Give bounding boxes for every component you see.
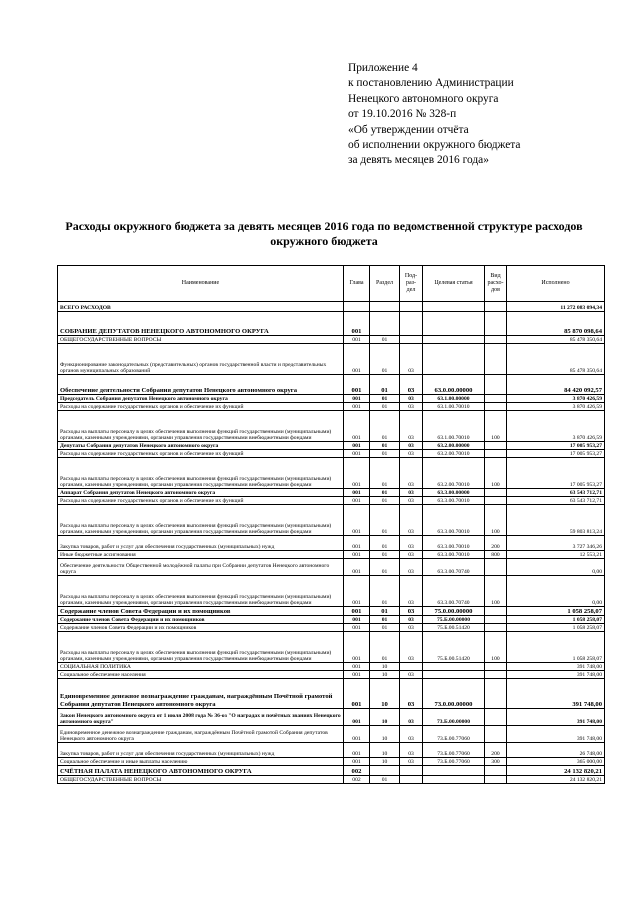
cell-glava: 001 <box>344 551 370 559</box>
table-row <box>58 344 605 375</box>
table-row <box>58 743 605 758</box>
cell-ispolneno: 17 005 953,27 <box>507 458 605 489</box>
cell-glava: 002 <box>344 766 370 776</box>
cell-name: Расходы на содержание государственных органов и обеспечение их функций <box>58 403 344 411</box>
cell-name: СОБРАНИЕ ДЕПУТАТОВ НЕНЕЦКОГО АВТОНОМНОГО ОКРУГА <box>58 312 344 336</box>
cell-podrazdel: 03 <box>400 726 423 743</box>
cell-glava: 001 <box>344 344 370 375</box>
table-row <box>58 776 605 784</box>
cell-name: ОБЩЕГОСУДАРСТВЕННЫЕ ВОПРОСЫ <box>58 336 344 344</box>
cell-statya: 63.2.00.70010 <box>423 450 485 458</box>
cell-podrazdel: 03 <box>400 344 423 375</box>
cell-ispolneno: 1 058 258,07 <box>507 624 605 632</box>
table-row <box>58 505 605 536</box>
cell-ispolneno: 391 748,00 <box>507 709 605 726</box>
cell-ispolneno: 85 478 350,64 <box>507 344 605 375</box>
cell-statya <box>423 312 485 336</box>
cell-vid <box>485 671 507 679</box>
cell-statya: 73.Б.00.77060 <box>423 758 485 766</box>
cell-podrazdel: 03 <box>400 632 423 663</box>
cell-podrazdel <box>400 336 423 344</box>
cell-razdel: 10 <box>370 758 400 766</box>
cell-name: ВСЕГО РАСХОДОВ <box>58 302 344 312</box>
cell-statya: 63.3.00.70010 <box>423 536 485 551</box>
cell-statya <box>423 671 485 679</box>
cell-statya <box>423 336 485 344</box>
cell-vid <box>485 312 507 336</box>
table-row <box>58 709 605 726</box>
table-row <box>58 616 605 624</box>
cell-vid <box>485 616 507 624</box>
cell-ispolneno: 3 870 426,59 <box>507 395 605 403</box>
table-row <box>58 576 605 607</box>
cell-ispolneno: 24 132 820,21 <box>507 776 605 784</box>
cell-vid <box>485 766 507 776</box>
table-row <box>58 536 605 551</box>
table-row <box>58 336 605 344</box>
cell-glava: 001 <box>344 616 370 624</box>
cell-statya: 63.3.00.70010 <box>423 497 485 505</box>
cell-vid: 200 <box>485 743 507 758</box>
table-row <box>58 375 605 395</box>
cell-statya: 63.1.00.70010 <box>423 403 485 411</box>
cell-vid <box>485 709 507 726</box>
appendix-line: от 19.10.2016 № 328-п <box>348 108 457 121</box>
header-vid: Вид расхо-дов <box>485 266 507 302</box>
cell-vid: 800 <box>485 551 507 559</box>
cell-name: СЧЁТНАЯ ПАЛАТА НЕНЕЦКОГО АВТОНОМНОГО ОКРУГА <box>58 766 344 776</box>
appendix-line: Ненецкого автономного округа <box>348 92 499 105</box>
cell-podrazdel: 03 <box>400 536 423 551</box>
appendix-line: об исполнении окружного бюджета <box>348 139 521 152</box>
cell-ispolneno: 3 870 426,59 <box>507 403 605 411</box>
cell-vid <box>485 726 507 743</box>
cell-glava: 001 <box>344 709 370 726</box>
cell-podrazdel: 03 <box>400 458 423 489</box>
cell-razdel: 01 <box>370 624 400 632</box>
header-statya: Целевая статья <box>423 266 485 302</box>
cell-glava: 001 <box>344 726 370 743</box>
table-row <box>58 663 605 671</box>
cell-podrazdel: 03 <box>400 709 423 726</box>
cell-razdel <box>370 312 400 336</box>
cell-razdel: 10 <box>370 663 400 671</box>
cell-vid <box>485 559 507 576</box>
cell-name: Социальное обеспечение населения <box>58 671 344 679</box>
cell-podrazdel: 03 <box>400 505 423 536</box>
cell-name: Закупка товаров, работ и услуг для обеспечения государственных (муниципальных) нужд <box>58 743 344 758</box>
cell-glava <box>344 302 370 312</box>
cell-razdel: 01 <box>370 403 400 411</box>
cell-statya: 73.0.00.00000 <box>423 679 485 709</box>
table-row <box>58 758 605 766</box>
cell-name: СОЦИАЛЬНАЯ ПОЛИТИКА <box>58 663 344 671</box>
cell-name: Закупка товаров, работ и услуг для обеспечения государственных (муниципальных) нужд <box>58 536 344 551</box>
cell-podrazdel: 03 <box>400 375 423 395</box>
table-row <box>58 671 605 679</box>
cell-ispolneno: 84 420 092,57 <box>507 375 605 395</box>
cell-podrazdel: 03 <box>400 607 423 616</box>
expenditure-table <box>57 265 605 784</box>
cell-razdel: 01 <box>370 336 400 344</box>
cell-vid <box>485 375 507 395</box>
table-row <box>58 450 605 458</box>
cell-name: Закон Ненецкого автономного округа от 1 июля 2008 года № 36-оз "О наградах и почётных званиях Ненецкого автономного округа" <box>58 709 344 726</box>
cell-razdel <box>370 302 400 312</box>
cell-ispolneno: 11 272 083 094,34 <box>507 302 605 312</box>
cell-razdel: 01 <box>370 497 400 505</box>
appendix-line: «Об утверждении отчёта <box>348 123 469 136</box>
cell-razdel: 01 <box>370 458 400 489</box>
cell-razdel: 01 <box>370 607 400 616</box>
table-row <box>58 312 605 336</box>
cell-statya: 63.3.00.70010 <box>423 505 485 536</box>
cell-statya: 75.Б.00.00000 <box>423 616 485 624</box>
cell-glava: 001 <box>344 743 370 758</box>
cell-razdel: 01 <box>370 411 400 442</box>
cell-statya: 73.Б.00.77060 <box>423 726 485 743</box>
cell-name: Социальное обеспечение и иные выплаты населению <box>58 758 344 766</box>
cell-ispolneno: 391 748,00 <box>507 679 605 709</box>
cell-glava: 001 <box>344 497 370 505</box>
cell-glava: 001 <box>344 624 370 632</box>
cell-vid <box>485 395 507 403</box>
cell-vid <box>485 344 507 375</box>
appendix-block <box>348 61 628 169</box>
cell-glava: 001 <box>344 489 370 497</box>
cell-ispolneno: 3 870 426,59 <box>507 411 605 442</box>
table-row <box>58 632 605 663</box>
cell-name: ОБЩЕГОСУДАРСТВЕННЫЕ ВОПРОСЫ <box>58 776 344 784</box>
cell-razdel: 10 <box>370 726 400 743</box>
cell-razdel: 01 <box>370 450 400 458</box>
cell-vid: 100 <box>485 576 507 607</box>
cell-vid <box>485 442 507 450</box>
cell-ispolneno: 17 005 953,27 <box>507 450 605 458</box>
cell-podrazdel: 03 <box>400 497 423 505</box>
cell-ispolneno: 0,00 <box>507 559 605 576</box>
header-podrazdel: Под-раз-дел <box>400 266 423 302</box>
table-row <box>58 458 605 489</box>
cell-podrazdel <box>400 302 423 312</box>
table-row <box>58 403 605 411</box>
cell-glava: 001 <box>344 671 370 679</box>
cell-statya <box>423 663 485 671</box>
cell-statya: 73.Б.00.77060 <box>423 743 485 758</box>
cell-vid <box>485 403 507 411</box>
cell-glava: 001 <box>344 505 370 536</box>
cell-podrazdel: 03 <box>400 442 423 450</box>
table-header-row <box>58 266 605 302</box>
table-row <box>58 411 605 442</box>
cell-name: Расходы на выплаты персоналу в целях обеспечения выполнения функций государственными (муниципальными) органами, казенными учреждениями, органами управления государственными внебюджетными фондами <box>58 505 344 536</box>
cell-podrazdel: 03 <box>400 450 423 458</box>
cell-ispolneno: 63 543 712,71 <box>507 489 605 497</box>
cell-glava: 001 <box>344 758 370 766</box>
cell-statya <box>423 766 485 776</box>
table-row <box>58 551 605 559</box>
cell-name: Председатель Собрания депутатов Ненецкого автономного округа <box>58 395 344 403</box>
cell-ispolneno: 85 870 098,64 <box>507 312 605 336</box>
cell-statya: 63.0.00.00000 <box>423 375 485 395</box>
table-row <box>58 497 605 505</box>
cell-ispolneno: 1 058 258,07 <box>507 616 605 624</box>
cell-podrazdel: 03 <box>400 624 423 632</box>
cell-name: Содержание членов Совета Федерации и их помощников <box>58 624 344 632</box>
header-razdel: Раздел <box>370 266 400 302</box>
cell-glava: 001 <box>344 395 370 403</box>
cell-podrazdel: 03 <box>400 489 423 497</box>
cell-razdel: 10 <box>370 709 400 726</box>
cell-razdel: 01 <box>370 395 400 403</box>
cell-statya: 63.3.00.70740 <box>423 559 485 576</box>
cell-name: Расходы на выплаты персоналу в целях обеспечения выполнения функций государственными (муниципальными) органами, казенными учреждениями, органами управления государственными внебюджетными фондами <box>58 458 344 489</box>
header-ispolneno: Исполнено <box>507 266 605 302</box>
cell-ispolneno: 24 132 820,21 <box>507 766 605 776</box>
cell-ispolneno: 1 058 258,07 <box>507 607 605 616</box>
cell-name: Расходы на содержание государственных органов и обеспечение их функций <box>58 450 344 458</box>
cell-podrazdel: 03 <box>400 559 423 576</box>
table-row <box>58 607 605 616</box>
cell-razdel: 01 <box>370 375 400 395</box>
cell-vid: 200 <box>485 536 507 551</box>
cell-glava: 001 <box>344 312 370 336</box>
cell-statya: 73.Б.00.00000 <box>423 709 485 726</box>
cell-ispolneno: 391 748,00 <box>507 726 605 743</box>
cell-name: Иные бюджетные ассигнования <box>58 551 344 559</box>
table-row <box>58 442 605 450</box>
cell-glava: 001 <box>344 403 370 411</box>
cell-statya <box>423 344 485 375</box>
cell-glava: 001 <box>344 411 370 442</box>
cell-statya: 63.1.00.00000 <box>423 395 485 403</box>
cell-vid <box>485 624 507 632</box>
cell-glava: 002 <box>344 776 370 784</box>
cell-vid <box>485 489 507 497</box>
cell-ispolneno: 391 748,00 <box>507 663 605 671</box>
appendix-line: за девять месяцев 2016 года» <box>348 154 489 167</box>
cell-statya: 63.3.00.70740 <box>423 576 485 607</box>
cell-glava: 001 <box>344 607 370 616</box>
cell-name: Расходы на содержание государственных органов и обеспечение их функций <box>58 497 344 505</box>
table-row <box>58 726 605 743</box>
cell-name: Расходы на выплаты персоналу в целях обеспечения выполнения функций государственными (муниципальными) органами, казенными учреждениями, органами управления государственными внебюджетными фондами <box>58 576 344 607</box>
cell-statya: 63.3.00.70010 <box>423 551 485 559</box>
cell-vid <box>485 450 507 458</box>
table-row <box>58 489 605 497</box>
cell-podrazdel: 03 <box>400 743 423 758</box>
cell-podrazdel: 03 <box>400 395 423 403</box>
cell-podrazdel: 03 <box>400 551 423 559</box>
cell-statya: 63.1.00.70010 <box>423 411 485 442</box>
cell-ispolneno: 17 005 953,27 <box>507 442 605 450</box>
cell-vid: 100 <box>485 411 507 442</box>
cell-vid <box>485 336 507 344</box>
table-row <box>58 624 605 632</box>
cell-name: Содержание членов Совета Федерации и их помощников <box>58 607 344 616</box>
cell-vid <box>485 679 507 709</box>
cell-glava: 001 <box>344 336 370 344</box>
table-row <box>58 559 605 576</box>
cell-glava: 001 <box>344 458 370 489</box>
cell-statya: 75.Б.00.51420 <box>423 632 485 663</box>
cell-statya: 63.3.00.00000 <box>423 489 485 497</box>
table-row <box>58 766 605 776</box>
cell-ispolneno: 3 727 346,26 <box>507 536 605 551</box>
cell-statya <box>423 302 485 312</box>
cell-vid <box>485 663 507 671</box>
cell-podrazdel: 03 <box>400 403 423 411</box>
cell-name: Расходы на выплаты персоналу в целях обеспечения выполнения функций государственными (муниципальными) органами, казенными учреждениями, органами управления государственными внебюджетными фондами <box>58 632 344 663</box>
cell-podrazdel: 03 <box>400 576 423 607</box>
cell-statya: 63.2.00.70010 <box>423 458 485 489</box>
cell-razdel: 01 <box>370 632 400 663</box>
table-body <box>58 302 605 784</box>
cell-razdel: 01 <box>370 489 400 497</box>
cell-ispolneno: 85 478 350,64 <box>507 336 605 344</box>
cell-vid <box>485 497 507 505</box>
cell-razdel: 01 <box>370 559 400 576</box>
header-glava: Глава <box>344 266 370 302</box>
cell-razdel: 10 <box>370 671 400 679</box>
cell-name: Аппарат Собрания депутатов Ненецкого автономного округа <box>58 489 344 497</box>
cell-podrazdel: 03 <box>400 758 423 766</box>
cell-podrazdel: 03 <box>400 671 423 679</box>
cell-ispolneno: 1 058 258,07 <box>507 632 605 663</box>
header-name: Наименование <box>58 266 344 302</box>
table-row <box>58 302 605 312</box>
cell-ispolneno: 63 543 712,71 <box>507 497 605 505</box>
cell-name: Расходы на выплаты персоналу в целях обеспечения выполнения функций государственными (муниципальными) органами, казенными учреждениями, органами управления государственными внебюджетными фондами <box>58 411 344 442</box>
cell-ispolneno: 391 748,00 <box>507 671 605 679</box>
cell-vid: 300 <box>485 758 507 766</box>
cell-ispolneno: 12 553,21 <box>507 551 605 559</box>
cell-razdel: 10 <box>370 743 400 758</box>
cell-vid: 100 <box>485 505 507 536</box>
cell-glava: 001 <box>344 632 370 663</box>
cell-glava: 001 <box>344 375 370 395</box>
cell-vid: 100 <box>485 458 507 489</box>
cell-name: Единовременное денежное вознаграждение гражданам, награждённым Почётной грамотой Собрания депутатов Ненецкого автономного округа <box>58 726 344 743</box>
cell-podrazdel: 03 <box>400 616 423 624</box>
cell-razdel: 01 <box>370 442 400 450</box>
cell-name: Единовременное денежное вознаграждение гражданам, награждённым Почётной грамотой Собрания депутатов Ненецкого автономного округа <box>58 679 344 709</box>
cell-statya: 75.0.00.00000 <box>423 607 485 616</box>
cell-razdel: 01 <box>370 344 400 375</box>
cell-name: Функционирование законодательных (представительных) органов государственной власти и представительных органов муниципальных образований <box>58 344 344 375</box>
table-row <box>58 679 605 709</box>
cell-podrazdel <box>400 766 423 776</box>
cell-vid <box>485 302 507 312</box>
cell-statya: 63.2.00.00000 <box>423 442 485 450</box>
cell-podrazdel <box>400 776 423 784</box>
cell-podrazdel <box>400 312 423 336</box>
cell-razdel: 01 <box>370 776 400 784</box>
cell-vid: 100 <box>485 632 507 663</box>
cell-glava: 001 <box>344 576 370 607</box>
cell-ispolneno: 59 803 813,24 <box>507 505 605 536</box>
cell-name: Депутаты Собрания депутатов Ненецкого автономного округа <box>58 442 344 450</box>
cell-razdel <box>370 766 400 776</box>
cell-razdel: 01 <box>370 551 400 559</box>
cell-razdel: 01 <box>370 576 400 607</box>
cell-glava: 001 <box>344 559 370 576</box>
cell-glava: 001 <box>344 442 370 450</box>
cell-glava: 001 <box>344 536 370 551</box>
cell-podrazdel: 03 <box>400 411 423 442</box>
cell-razdel: 01 <box>370 536 400 551</box>
appendix-line: к постановлению Администрации <box>348 77 514 90</box>
cell-podrazdel: 03 <box>400 679 423 709</box>
appendix-line: Приложение 4 <box>348 62 418 74</box>
cell-ispolneno: 26 748,00 <box>507 743 605 758</box>
cell-razdel: 10 <box>370 679 400 709</box>
cell-razdel: 01 <box>370 505 400 536</box>
table-row <box>58 395 605 403</box>
document-title: Расходы окружного бюджета за девять месяцев 2016 года по ведомственной структуре расходов окружного бюджета <box>65 219 583 248</box>
cell-razdel: 01 <box>370 616 400 624</box>
cell-vid <box>485 776 507 784</box>
cell-name: Содержание членов Совета Федерации и их помощников <box>58 616 344 624</box>
cell-ispolneno: 365 000,00 <box>507 758 605 766</box>
cell-glava: 001 <box>344 679 370 709</box>
cell-glava: 001 <box>344 663 370 671</box>
cell-podrazdel <box>400 663 423 671</box>
cell-ispolneno: 0,00 <box>507 576 605 607</box>
cell-statya <box>423 776 485 784</box>
cell-name: Обеспечение деятельности Собрания депутатов Ненецкого автономного округа <box>58 375 344 395</box>
cell-glava: 001 <box>344 450 370 458</box>
cell-statya: 75.Б.00.51420 <box>423 624 485 632</box>
cell-vid <box>485 607 507 616</box>
cell-name: Обеспечение деятельности Общественной молодёжной палаты при Собрании депутатов Ненецкого автономного округа <box>58 559 344 576</box>
